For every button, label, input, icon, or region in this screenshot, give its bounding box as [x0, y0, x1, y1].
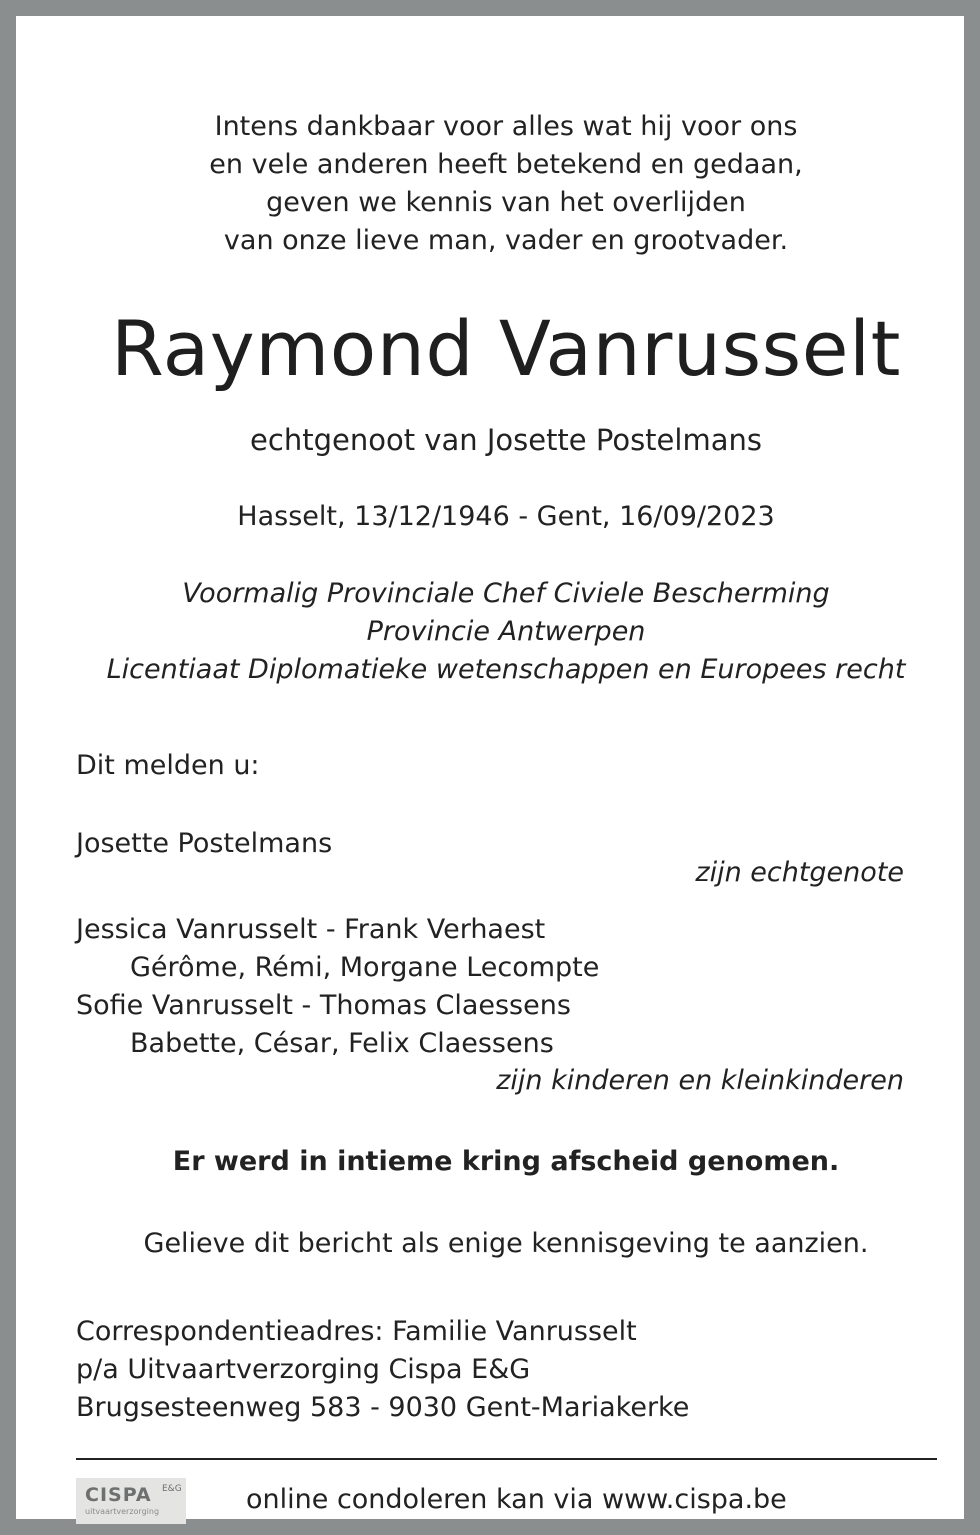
family-child-2: Sofie Vanrusselt - Thomas Claessens	[76, 990, 571, 1021]
logo-main-text: CISPA	[85, 1484, 152, 1506]
family-grandchildren-2: Babette, César, Felix Claessens	[130, 1028, 554, 1059]
birth-death-dates: Hasselt, 13/12/1946 - Gent, 16/09/2023	[237, 501, 775, 532]
address-line: Correspondentieadres: Familie Vanrusselt	[76, 1316, 637, 1347]
function-line: Licentiaat Diplomatieke wetenschappen en Europees recht	[106, 654, 906, 685]
family-spouse-role: zijn echtgenote	[695, 857, 904, 888]
function-line: Provincie Antwerpen	[366, 616, 646, 647]
address-line: p/a Uitvaartverzorging Cispa E&G	[76, 1354, 531, 1385]
address-line: Brugsesteenweg 583 - 9030 Gent-Mariakerke	[76, 1392, 690, 1423]
intro-line: van onze lieve man, vader en grootvader.	[223, 225, 789, 256]
family-spouse: Josette Postelmans	[76, 828, 333, 859]
intro-line: Intens dankbaar voor alles wat hij voor ons	[214, 111, 798, 142]
deceased-name: Raymond Vanrusselt	[111, 304, 901, 393]
intro-line: geven we kennis van het overlijden	[266, 187, 746, 218]
family-child-1: Jessica Vanrusselt - Frank Verhaest	[76, 914, 546, 945]
intro-text	[16, 108, 980, 260]
family-grandchildren-1: Gérôme, Rémi, Morgane Lecompte	[130, 952, 600, 983]
family-children-role: zijn kinderen en kleinkinderen	[496, 1065, 904, 1096]
correspondence-address	[76, 1313, 689, 1427]
farewell-text: Er werd in intieme kring afscheid genomen.	[172, 1146, 840, 1177]
cispa-logo	[76, 1478, 186, 1524]
divider	[76, 1458, 937, 1460]
function-line: Voormalig Provinciale Chef Civiele Bescherming	[182, 578, 830, 609]
notice-text: Gelieve dit bericht als enige kennisgeving te aanzien.	[143, 1228, 869, 1259]
announced-by: Dit melden u:	[76, 750, 260, 781]
logo-sub-text: uitvaartverzorging	[85, 1507, 160, 1516]
logo-sup-text: E&G	[162, 1484, 182, 1494]
online-condolence-text: online condoleren kan via www.cispa.be	[246, 1484, 787, 1515]
functions	[16, 575, 980, 689]
intro-line: en vele anderen heeft betekend en gedaan,	[209, 149, 803, 180]
spouse-line: echtgenoot van Josette Postelmans	[250, 423, 762, 457]
